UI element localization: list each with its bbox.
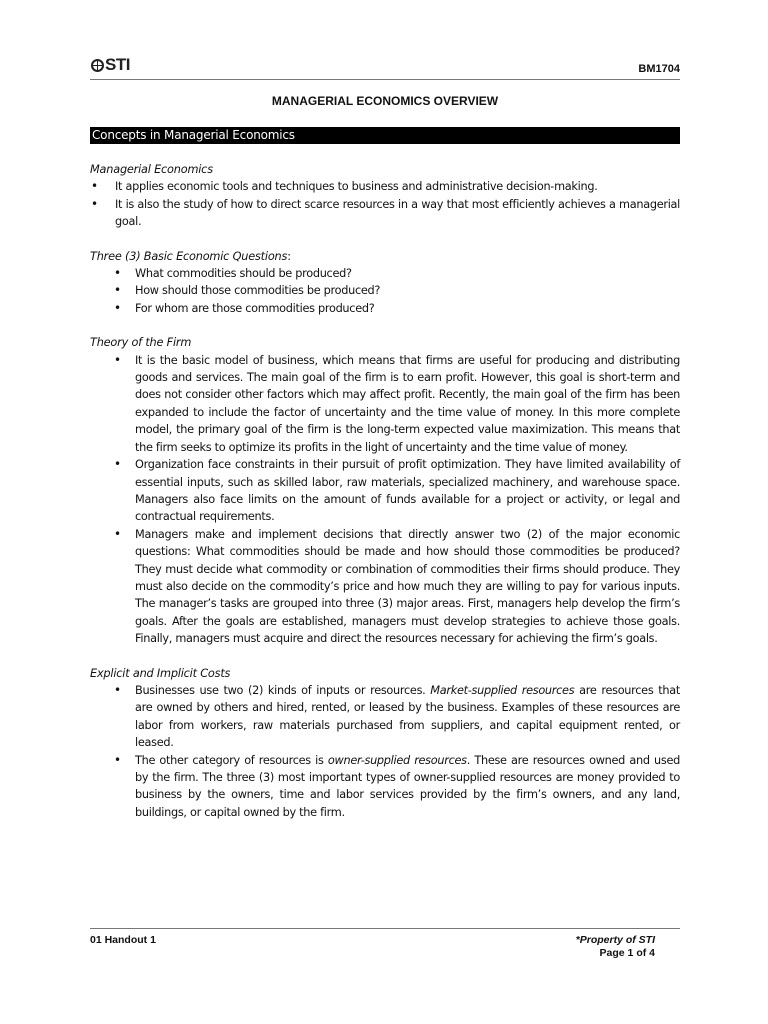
footer-right-block: [576, 934, 655, 960]
sti-logo-icon: [91, 59, 104, 72]
managerial-economics-list: [90, 178, 680, 230]
logo-text: STI: [105, 55, 130, 74]
italic-term: Market-supplied resources: [430, 683, 575, 697]
sti-logo: [91, 55, 130, 75]
section-heading: Concepts in Managerial Economics: [90, 127, 680, 144]
italic-term: owner-supplied resources: [327, 753, 467, 767]
costs-list: [90, 682, 680, 821]
list-item: • It applies economic tools and techniques to business and administrative decision-making.: [90, 178, 680, 195]
list-item: • For whom are those commodities produced?: [90, 300, 680, 317]
heading-colon: :: [287, 249, 291, 263]
list-item: • What commodities should be produced?: [90, 265, 680, 282]
basic-questions-heading: Three (3) Basic Economic Questions: [90, 249, 288, 263]
list-item: • How should those commodities be produced?: [90, 282, 680, 299]
theory-of-firm-list: [90, 352, 680, 648]
footer-handout-label: 01 Handout 1: [90, 934, 156, 946]
list-item: [90, 682, 680, 752]
document-body: [90, 127, 680, 821]
text-run: The other category of resources is: [135, 753, 328, 767]
page-title: MANAGERIAL ECONOMICS OVERVIEW: [271, 94, 499, 108]
footer-property: *Property of STI: [575, 934, 655, 946]
header-divider: [90, 79, 680, 80]
list-item: • It is the basic model of business, which means that firms are useful for producing and distributing goods and services. The main goal of the firm is to earn profit. However, this goal is short-term and does not consider other factors which may affect profit. Recently, the main goal of the firm has been expanded to include the factor of uncertainty and the time value of money. In this more complete model, the primary goal of the firm is the long-term expected value maximization. This means that the firm seeks to optimize its profits in the light of uncertainty and the time value of money.: [90, 352, 680, 456]
subheading-basic-questions: [90, 248, 680, 265]
footer-divider: [90, 928, 680, 929]
list-item: • It is also the study of how to direct scarce resources in a way that most efficiently achieves a managerial goal.: [90, 196, 680, 231]
subheading-costs: Explicit and Implicit Costs: [90, 666, 231, 680]
document-code: BM1704: [638, 63, 680, 75]
subheading-managerial-economics: Managerial Economics: [90, 163, 213, 176]
subheading-theory-of-firm: Theory of the Firm: [90, 336, 192, 350]
basic-questions-list: [90, 265, 680, 317]
text-run: Businesses use two (2) kinds of inputs or resources.: [135, 683, 431, 697]
list-item: [90, 752, 680, 822]
footer-page-number: Page 1 of 4: [599, 947, 655, 959]
list-item: • Managers make and implement decisions that directly answer two (2) of the major economic questions: What commodities should be made and how should those commodities be produced? They must decide what commodity or combination of commodities their firms should produce. They must also decide on the commodity’s price and how much they are willing to pay for various inputs. The manager’s tasks are grouped into three (3) major areas. First, managers help develop the firm’s goals. After the goals are established, managers must develop strategies to achieve those goals. Finally, managers must acquire and direct the resources necessary for achieving the firm’s goals.: [90, 526, 680, 648]
text-run: . These are resources owned and used by the firm. The three (3) most important types of owner-supplied resources are money provided to business by the owners, time and labor services provided by the firm’s owners, and any land, buildings, or capital owned by the firm.: [135, 753, 680, 819]
text-run: are resources that are owned by others and hired, rented, or leased by the business. Examples of these resources are labor from workers, raw materials purchased from suppliers, and capital equipment rented, or leased.: [135, 683, 681, 750]
list-item: • Organization face constraints in their pursuit of profit optimization. They have limited availability of essential inputs, such as skilled labor, raw materials, specialized machinery, and warehouse space. Managers also face limits on the amount of funds available for a project or activity, or legal and contractual requirements.: [90, 456, 680, 526]
